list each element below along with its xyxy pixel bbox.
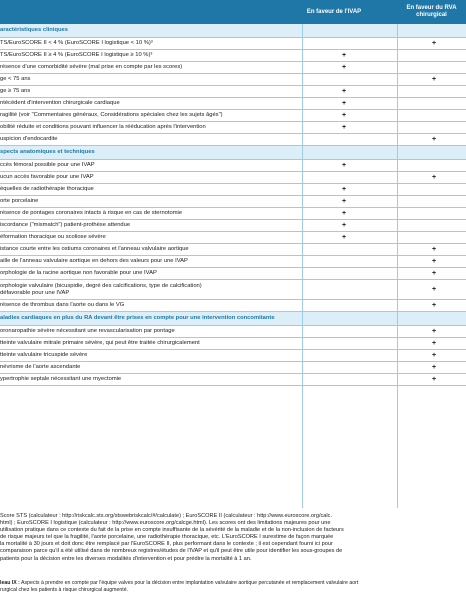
rva-mark: + (431, 270, 437, 277)
criterion-label: résence d'une comorbidité sévère (mal prise en compte par les scores) (0, 64, 183, 71)
caption-label: leau IX : (0, 580, 20, 586)
footnote-line: comparaison parce qu'il a été utilisé dans de nombreux registres/études de l'IVAP et qu'il peut être utile pour identifier les sous-groupes de (0, 548, 343, 555)
footnote-line: utilisation pratique dans ce contexte du fait de la prise en compte insuffisante de la sévérité de la maladie et de la non-inclusion de facteurs (0, 527, 344, 534)
header-ivap: En faveur de l'IVAP (306, 9, 362, 15)
ivap-mark: + (341, 222, 347, 229)
rva-mark: + (431, 352, 437, 359)
criterion-label: résence de pontages coronaires intacts à risque en cas de sternotomie (0, 210, 183, 217)
rva-mark: + (431, 76, 437, 83)
criterion-label: résence de thrombus dans l'aorte ou dans le VG (0, 302, 125, 309)
caption-text-line2: rurgical chez les patients à risque chirurgical augmenté. (0, 586, 129, 593)
footnote-line: la mortalité à 30 jours et doit donc être remplacé par l'EuroSCORE II, plus performant dans le contexte ; il est cependant fourni ici pour (0, 541, 333, 548)
rva-mark: + (431, 258, 437, 265)
column-divider (302, 24, 303, 508)
column-divider (397, 24, 398, 508)
footnote-line: patients pour la décision entre les diverses modalités d'intervention et pour prédire la mortalité à 1 an. (0, 555, 252, 562)
criterion-label: istance courte entre les ostiums coronaires et l'anneau valvulaire aortique (0, 246, 189, 253)
table-header (0, 0, 466, 24)
rva-mark: + (431, 302, 437, 309)
rva-mark: + (431, 364, 437, 371)
criterion-label: aille de l'anneau valvulaire aortique en dehors des valeurs pour une IVAP (0, 258, 188, 265)
criterion-label: ge ≥ 75 ans (0, 88, 31, 95)
ivap-mark: + (341, 112, 347, 119)
criterion-label: iscordance ("mismatch") patient-prothèse attendue (0, 222, 131, 229)
criterion-label: névrisme de l'aorte ascendante (0, 364, 81, 371)
section-title: aladies cardiaques en plus du RA devant être prises en compte pour une intervention concomitante (0, 315, 275, 322)
ivap-mark: + (341, 210, 347, 217)
ivap-mark: + (341, 52, 347, 59)
ivap-mark: + (341, 186, 347, 193)
rva-mark: + (431, 136, 437, 143)
footnote (0, 513, 466, 563)
criterion-label: ccès fémoral possible pour une IVAP (0, 162, 95, 169)
rva-mark: + (431, 286, 437, 293)
criterion-label: TS/EuroSCORE II ≥ 4 % (EuroSCORE I logistique ≥ 10 %)³ (0, 52, 153, 59)
ivap-mark: + (341, 234, 347, 241)
footnote-line: Score STS (calculateur : http://riskcalc.sts.org/stswebriskcalc/#/calculate) ; EuroSCORE II (calculateur : http://www.euroscore.org/calc. (0, 513, 333, 519)
criterion-label: équelles de radiothérapie thoracique (0, 186, 94, 193)
rva-mark: + (431, 174, 437, 181)
rva-mark: + (431, 246, 437, 253)
rva-mark: + (431, 328, 437, 335)
criterion-label: oronaropathie sévère nécessitant une revascularisation par pontage (0, 328, 175, 335)
criterion-label: orphologie valvulaire (bicuspidie, degré des calcifications, type de calcification) défavorable pour une IVAP (0, 282, 202, 296)
ivap-mark: + (341, 64, 347, 71)
footnote-line: de risque majeurs tel que la fragilité, l'aorte porcelaine, une radiothérapie thoracique, etc. L'EuroSCORE I surestime de façon marquée (0, 534, 334, 541)
criterion-label: ge < 75 ans (0, 76, 31, 83)
criterion-label: ragilité (voir "Commentaires généraux, Considérations spéciales chez les sujets âgés") (0, 112, 223, 119)
criterion-label: tteinte valvulaire mitrale primaire sévère, qui peut être traitée chirurgicalement (0, 340, 200, 347)
ivap-mark: + (341, 124, 347, 131)
criterion-label: TS/EuroSCORE II < 4 % (EuroSCORE I logistique < 10 %)³ (0, 40, 153, 47)
ivap-mark: + (341, 88, 347, 95)
table-caption (0, 580, 466, 593)
caption-text: Aspects à prendre en compte par l'équipe valves pour la décision entre implantation valvulaire aortique percutanée et remplacement valvulaire aort (19, 580, 359, 586)
criterion-label: ntécédent d'intervention chirurgicale cardiaque (0, 100, 120, 107)
criterion-label: uspicion d'endocardite (0, 136, 58, 143)
criterion-label: éformation thoracique ou scoliose sévère (0, 234, 106, 241)
section-title: spects anatomiques et techniques (0, 149, 95, 156)
ivap-mark: + (341, 100, 347, 107)
criterion-label: orphologie de la racine aortique non favorable pour une IVAP (0, 270, 157, 277)
ivap-mark: + (341, 162, 347, 169)
rva-mark: + (431, 376, 437, 383)
section-title: aractéristiques cliniques (0, 27, 68, 34)
criterion-label: obilité réduite et conditions pouvant influencer la rééducation après l'intervention (0, 124, 206, 131)
criterion-label: ucun accès favorable pour une IVAP (0, 174, 94, 181)
criterion-label: tteinte valvulaire tricuspide sévère (0, 352, 88, 359)
rva-mark: + (431, 40, 437, 47)
header-rva-chirurgical: En faveur du RVA chirurgical (406, 5, 457, 18)
footnote-line: html) ; EuroSCORE I logistique (calculateur : http://www.euroscore.org/calcge.html). Les scores ont des limitations majeures pour une (0, 520, 331, 527)
criterion-label: orte porcelaine (0, 198, 39, 205)
ivap-mark: + (341, 198, 347, 205)
rva-mark: + (431, 340, 437, 347)
criterion-label: ypertrophie septale nécessitant une myectomie (0, 376, 122, 383)
